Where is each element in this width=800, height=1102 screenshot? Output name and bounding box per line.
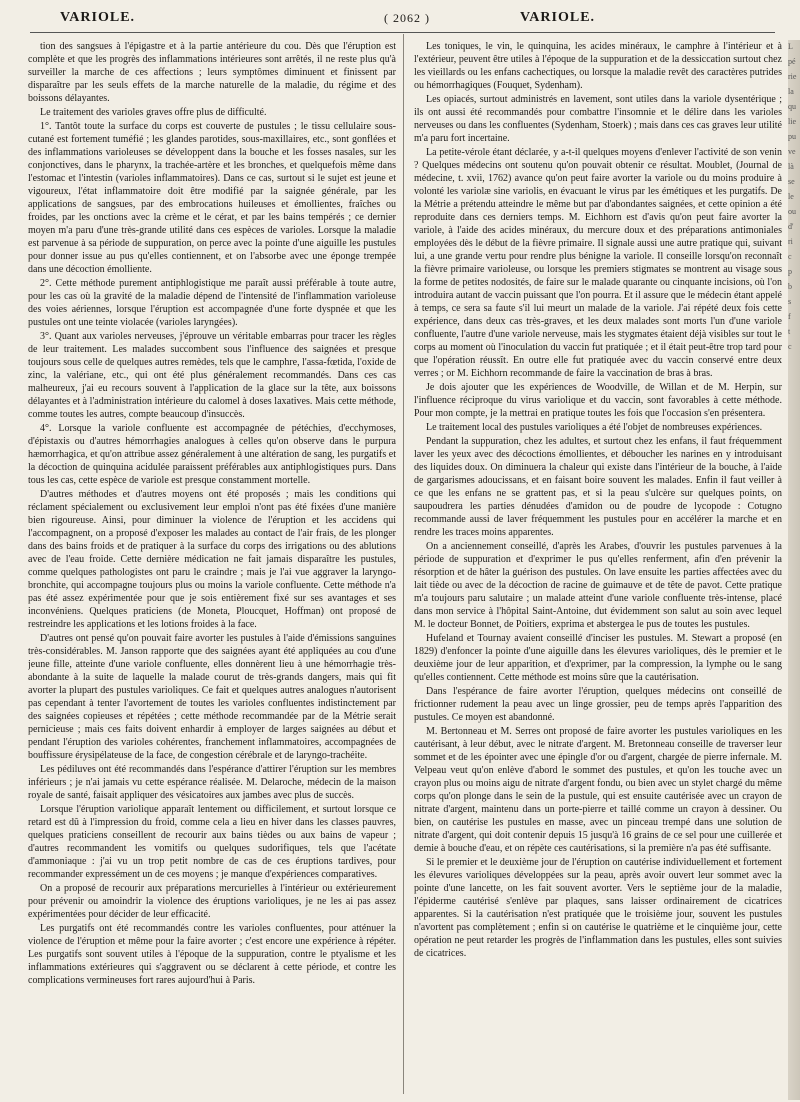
edge-fragment: le <box>788 192 794 201</box>
edge-fragment: la <box>788 87 794 96</box>
edge-fragment: se <box>788 177 795 186</box>
paragraph: Les purgatifs ont été recommandés contre les varioles confluentes, pour atténuer la violence de l'éruption et même pour la faire avorter ; c'est encore une expérience à répéter. Les purgatifs sont souvent utiles à l'époque de la suppuration, contre le ptyalisme et les inflammations extérieures qui s'aggravent ou se déclarent à cette période, et contre les complications vermineuses fort rares aujourd'hui à Paris. <box>28 923 396 986</box>
edge-fragment: ri <box>788 237 793 246</box>
paragraph: Lorsque l'éruption variolique apparaît lentement ou difficilement, et surtout lorsque ce retard est dû à l'impression du froid, comme cela a lieu en hiver dans les classes pauvres, quelques praticiens conseillent de recourir aux bains tièdes ou aux bains de vapeur ; d'autres recommandent les vomitifs ou quelques sudorifiques, tels que l'acétate d'ammoniaque : j'ai vu un trop petit nombre de cas de ces éruptions tardives, pour recommander expressément un de ces moyens ; je manque d'expériences comparatives. <box>28 804 396 880</box>
paragraph: Je dois ajouter que les expériences de Woodville, de Willan et de M. Herpin, sur l'influence réciproque du virus variolique et du vaccin, sont favorables à cette méthode. Pour mon compte, je la mettrai en pratique toutes les fois que l'occasion s'en présentera. <box>414 382 782 419</box>
paragraph: Pendant la suppuration, chez les adultes, et surtout chez les enfans, il faut fréquemment laver les yeux avec des décoctions émollientes, et déboucher les narines en y introduisant des liquides doux. On diminuera la chaleur qui existe dans l'intérieur de la bouche, à l'aide de gargarismes adoucissans, et en faisant boire souvent les malades. Enfin il faut veiller à ce que les enfans ne se grattent pas, et si la peau s'ulcère sur quelques points, on saupoudrera les parties dénudées d'amidon ou de poudre de lycopode : Cotugno recommande aussi de laver fréquemment les pustules pour en accélérer la marche et en rendre les traces moins apparentes. <box>414 436 782 538</box>
paragraph: Les opiacés, surtout administrés en lavement, sont utiles dans la variole dysentérique ; ils ont aussi été recommandés pour combattre l'insomnie et le délire dans les varioles nerveuses ou dans les confluentes (Sydenham, Stoerk) ; mais dans ces cas graves leur utilité m'a paru fort incertaine. <box>414 94 782 144</box>
edge-fragment: c <box>788 252 792 261</box>
edge-fragment: rie <box>788 72 797 81</box>
paragraph: D'autres méthodes et d'autres moyens ont été proposés ; mais les conditions qui réclament spécialement ou exclusivement leur emploi n'ont pas été fixées d'une manière bien rigoureuse. Ainsi, pour diminuer la violence de l'éruption et les accidens qui l'accompagnent, on a proposé d'exposer les malades au contact de l'air frais, de les plonger dans des bains froids et de pratiquer à la surface du corps des irrigations ou des ablutions avec de l'eau froide. Cette dernière médication ne fait jamais disparaître les pustules, comme quelques pathologistes ont paru le craindre ; mais je l'ai vue aggraver la laryngo-bronchite, qui accompagne toujours plus ou moins la variole confluente. Cette méthode n'a pas été assez expérimentée pour que je sois entièrement fixé sur ses avantages et ses inconvéniens. Quelques praticiens (de Moneta, Ploucquet, Hoffman) ont proposé de restreindre les applications et les lotions froides à la face. <box>28 489 396 630</box>
edge-fragment: p <box>788 267 792 276</box>
left-column <box>28 40 396 1095</box>
edge-fragment: qu <box>788 102 796 111</box>
edge-fragment: f <box>788 312 791 321</box>
paragraph: Le traitement local des pustules varioliques a été l'objet de nombreuses expériences. <box>426 422 763 433</box>
adjacent-page-edge <box>788 40 800 1100</box>
header-left-title: VARIOLE. <box>60 10 136 25</box>
paragraph: 1°. Tantôt toute la surface du corps est couverte de pustules ; le tissu cellulaire sous-cutané est fortement tuméfié ; les glandes parotides, sous-maxillaires, etc., sont gonflées et des inflammations varioleuses se développent dans la bouche et les fosses nasales, sur les conjonctives, dans le pharynx, la trachée-artère et les bronches, et quelquefois même dans l'estomac et l'intestin (varioles inflammatoires). Dans ce cas, surtout si le sujet est jeune et vigoureux, l'état inflammatoire doit être modifié par la saignée générale, par les applications de sangsues, par des embrocations huileuses et émollientes, fraîches ou froides, par les onctions avec la crème et le cérat, et par les bains tempérés ; ce dernier moyen m'a paru d'une très-grande utilité dans ces espèces de varioles. Lorsque la maladie est parvenue à sa période de suppuration, on perce avec la pointe d'une aiguille les pustules pour donner issue au pus qu'elles contiennent, et on l'absorbe avec une éponge trempée dans une décoction émolliente. <box>28 121 396 275</box>
edge-fragment: c <box>788 342 792 351</box>
edge-fragment: là <box>788 162 794 171</box>
edge-fragment: s <box>788 297 792 306</box>
edge-fragment: ou <box>788 207 796 216</box>
edge-fragment: pé <box>788 57 796 66</box>
paragraph: On a proposé de recourir aux préparations mercurielles à l'intérieur ou extérieurement pour prévenir ou amoindrir la violence des éruptions varioliques, je ne les ai pas assez expérimentées pour décider de leur efficacité. <box>28 883 396 920</box>
paragraph: Si le premier et le deuxième jour de l'éruption on cautérise individuellement et fortement les élevures varioliques développées sur la peau, après avoir ouvert leur sommet avec la pointe d'une lancette, on les fait souvent avorter. Vers le septième jour de la maladie, l'épiderme cautérisé s'enlève par plaques, sans laisser ordinairement de cicatrices apparentes. Si la cautérisation n'est pratiquée que le troisième jour, souvent les pustules n'avortent pas complètement ; enfin si on cautérise le quatrième et le cinquième jour, cette opération ne peut retarder les progrès de l'inflammation dans les pustules, elles sont suivies de cicatrices. <box>414 857 782 959</box>
paragraph: 3°. Quant aux varioles nerveuses, j'éprouve un véritable embarras pour tracer les règles de leur traitement. Les malades succombent sous l'influence des saignées et presque toujours sous celle de quelques autres remèdes, tels que le camphre, l'assa-fœtida, l'oxide de zinc, la valériane, etc., qui ont été plus généralement recommandés. Dans ces cas malheureux, j'ai eu recours souvent à l'application de la glace sur la tête, aux boissons délayantes et à l'administration intérieure du calomel à doses laxatives. Mais cette méthode, comme toutes les autres, compte beaucoup d'insuccès. <box>28 331 396 420</box>
edge-fragment: L <box>788 42 793 51</box>
paragraph: tion des sangsues à l'épigastre et à la partie antérieure du cou. Dès que l'éruption est complète et que les progrès des inflammations intérieures sont arrêtés, il ne reste plus qu'à surveiller la marche de ces affections ; leurs symptômes diminuent et finissent par disparaître par les seuls effets de la marche naturelle de la maladie, du régime et des boissons délayantes. <box>28 41 396 104</box>
edge-fragment: d' <box>788 222 794 231</box>
paragraph: Hufeland et Tournay avaient conseillé d'inciser les pustules. M. Stewart a proposé (en 1829) d'enfoncer la pointe d'une aiguille dans les élevures varioliques, dès le premier et le deuxième jour de leur apparition, et d'exprimer, par la compression, la lymphe ou le sang qu'elles contiennent. Cette méthode est moins sûre que la cautérisation. <box>414 633 782 683</box>
running-header <box>0 10 800 30</box>
paragraph: D'autres ont pensé qu'on pouvait faire avorter les pustules à l'aide d'émissions sanguines très-considérables. M. Janson rapporte que des saignées ayant été appliquées au cou d'une jeune fille, atteinte d'une variole confluente, elles donnèrent lieu à une hémorrhagie très-abondante à la suite de laquelle la malade courut de très-grands dangers, mais qui fit avorter la plupart des pustules varioliques. Ce fait et quelques autres analogues n'autorisent pas cependant à tenter l'avortement de toutes les varioles confluentes indistinctement par des saignées copieuses et répétées ; cette méthode recommandée par de la Métrie serait pernicieuse ; mais ces faits doivent enhardir à employer de larges saignées au début et pendant l'éruption des varioles cohérentes, franchement inflammatoires, accompagnées de bouffissure érysipélateuse de la face, de congestion cérébrale et de laryngo-trachéite. <box>28 633 396 761</box>
edge-fragment: ve <box>788 147 796 156</box>
paragraph: On a anciennement conseillé, d'après les Arabes, d'ouvrir les pustules parvenues à la période de suppuration et d'exprimer le pus qu'elles renferment, afin d'en prévenir la résorption et de hâter la guérison des pustules. On lave ensuite les parties affectées avec du lait tiède ou avec de la décoction de racine de guimauve et de tête de pavot. Cette pratique m'a toujours paru salutaire ; un malade atteint d'une variole confluente très-intense, placé dans mon service à l'hôpital Saint-Antoine, dut évidemment son salut au soin avec lequel M. le docteur Bonnet, de Poitiers, exprima et abstergea le pus de toutes les pustules. <box>414 541 782 630</box>
edge-fragment: b <box>788 282 792 291</box>
edge-fragment: lie <box>788 117 796 126</box>
paragraph: Les toniques, le vin, le quinquina, les acides minéraux, le camphre à l'intérieur et à l'extérieur, peuvent être utiles à l'époque de la suppuration et de la dessiccation surtout chez les vieillards ou les enfans cachectiques, ou lorsque la maladie revêt des caractères putrides ou hémorrhagiques (Fouquet, Sydenham). <box>414 41 782 91</box>
edge-fragment: pu <box>788 132 796 141</box>
paragraph: Les pédiluves ont été recommandés dans l'espérance d'attirer l'éruption sur les membres inférieurs ; je n'ai jamais vu cette espérance réalisée. M. Delaroche, médecin de la maison royale de santé, faisait appliquer des vésicatoires aux jambes avec plus de succès. <box>28 764 396 801</box>
paragraph: 4°. Lorsque la variole confluente est accompagnée de pétéchies, d'ecchymoses, d'épistaxis ou d'autres hémorrhagies analogues à celles qu'on observe dans le purpura hæmorrhagica, et qu'on attribue assez généralement à une altération de sang, les purgatifs et la décoction de quinquina acidulée paraissent préférables aux antiphlogistiques purs. Dans tous les cas, cette espèce de variole est presque constamment mortelle. <box>28 423 396 486</box>
paragraph: M. Bertonneau et M. Serres ont proposé de faire avorter les pustules varioliques en les cautérisant, à leur début, avec le nitrate d'argent. M. Bretonneau conseille de traverser leur sommet et de les épointer avec une épingle d'or ou d'argent, chargée de pierre infernale. M. Velpeau veut qu'on enlève d'abord le sommet des pustules, et qu'on les touche avec un crayon plus ou moins aigu de nitrate d'argent fondu, ou bien avec un stylet chargé du même corps qu'on plonge dans le sein de la pustule, qui est ensuite cautérisée avec un crayon de nitrate d'argent, maintenu dans un porte-pierre et taillé comme un crayon à dessiner. Ou bien, on cautérise les pustules en masse, avec un pinceau trempé dans une solution de nitrate d'argent, qui doit contenir depuis 15 jusqu'à 16 grains de ce sel pour une cuillerée et demie à bouche d'eau, et on répète ces cautérisations, si la première n'a pas été suffisante. <box>414 726 782 854</box>
right-column <box>414 40 782 1095</box>
paragraph: Dans l'espérance de faire avorter l'éruption, quelques médecins ont conseillé de frictionner rudement la peau avec un linge grossier, peu de temps après l'apparition des pustules. Ce moyen est abandonné. <box>414 686 782 723</box>
paragraph: La petite-vérole étant déclarée, y a-t-il quelques moyens d'enlever l'activité de son venin ? Quelques médecins ont soutenu qu'on pouvait obtenir ce résultat. Moublet, (Journal de médecine, t. xvii, 1762) avance qu'on peut faire avorter la variole ou du moins produire à volonté les variolæ sine variolis, en évacuant le virus par les émétiques et les purgatifs. De la Métrie a prétendu atteindre le même but par d'abondantes saignées, et cette opinion a été reproduite dans ces derniers temps. M. Eichhorn est d'avis qu'on peut faire avorter la variole, à l'aide des acides minéraux, du mercure doux et des préparations antimoniales employées dès le début de la fièvre primaire. Il signale aussi une autre pratique qui, suivant lui, a une grande vertu pour rendre plus bénigne la variole. Il conseille lorsqu'on reconnaît la fièvre primaire varioleuse, ou lorsque les premiers stigmates se montrent au visage sous la forme de petites nodosités, de faire sur le malade quarante ou cinquante incisions, où l'on introduira autant de vaccin puissant que l'on pourra. Et il assure que le médecin étant appelé à temps, ce sera sa faute s'il lui meurt un malade de la variole. J'ai répété deux fois cette expérience, dans deux cas très-graves, et les deux malades sont morts l'un d'une variole confluente, l'autre d'une variole nerveuse, mais les stygmates étaient déjà visibles sur tout le corps au moment où l'inoculation du vaccin fut pratiquée ; et il était peut-être trop tard pour que l'opération réussît. En outre elle fut pratiquée avec du vaccin conservé entre deux verres ; or M. Eichhorn recommande de faire la vaccination de bras à bras. <box>414 147 782 379</box>
paragraph: 2°. Cette méthode purement antiphlogistique me paraît aussi préférable à toute autre, pour les cas où la gravité de la maladie dépend de l'intensité de l'inflammation varioleuse des voies aériennes, lorsque l'éruption est accompagnée d'une forte dyspnée et que les pustules ont une teinte violacée (varioles laryngées). <box>28 278 396 328</box>
column-divider <box>403 34 404 1094</box>
header-right-title: VARIOLE. <box>520 10 596 25</box>
paragraph: Le traitement des varioles graves offre plus de difficulté. <box>40 107 267 118</box>
header-rule <box>30 32 775 33</box>
edge-fragment: t <box>788 327 791 336</box>
header-page-number: ( 2062 ) <box>384 11 430 25</box>
